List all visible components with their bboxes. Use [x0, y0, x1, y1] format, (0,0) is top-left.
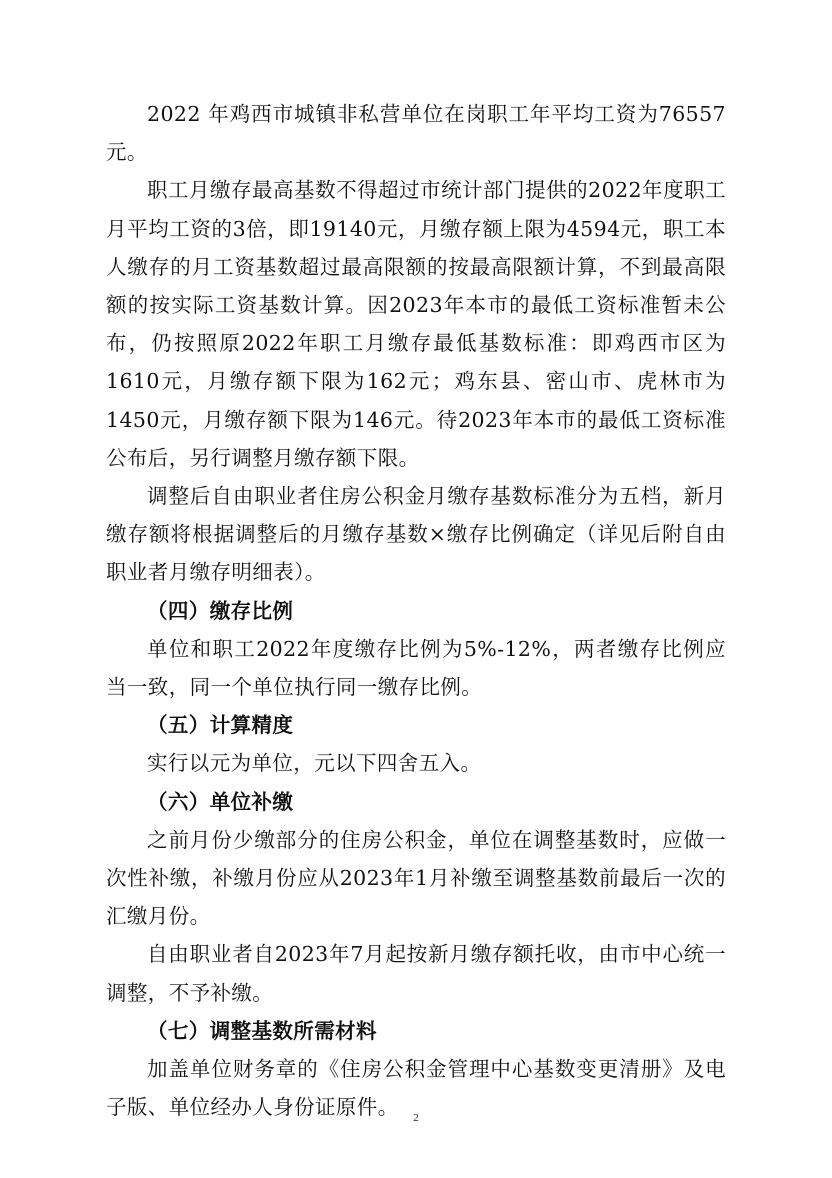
section-heading-calculation-precision: （五）计算精度 — [147, 713, 294, 738]
paragraph-average-wage: 2022 年鸡西市城镇非私营单位在岗职工年平均工资为76557元。 — [106, 102, 726, 165]
document-body — [106, 95, 726, 1126]
paragraph-contribution-ratio: 单位和职工2022年度缴存比例为5%-12%，两者缴存比例应当一致，同一个单位执行同一缴存比例。 — [106, 636, 726, 700]
section-heading-supplementary-payment: （六）单位补缴 — [147, 789, 294, 814]
paragraph-calculation-precision: 实行以元为单位，元以下四舍五入。 — [147, 751, 482, 776]
section-heading-required-materials: （七）调整基数所需材料 — [147, 1018, 377, 1043]
paragraph-freelancer-tiers: 调整后自由职业者住房公积金月缴存基数标准分为五档，新月缴存额将根据调整后的月缴存基数×缴存比例确定（详见后附自由职业者月缴存明细表）。 — [106, 484, 726, 585]
paragraph-max-base: 职工月缴存最高基数不得超过市统计部门提供的2022年度职工月平均工资的3倍，即19140元，月缴存额上限为4594元，职工本人缴存的月工资基数超过最高限额的按最高限额计算，不到最高限额的按实际工资基数计算。因2023年本市的最低工资标准暂未公布，仍按照原2022年职工月缴存最低基数标准：即鸡西市区为1610元，月缴存额下限为162元；鸡东县、密山市、虎林市为1450元，月缴存额下限为146元。待2023年本市的最低工资标准公布后，另行调整月缴存额下限。 — [106, 178, 726, 470]
page-number: 2 — [413, 1112, 419, 1124]
paragraph-supplementary-payment: 之前月份少缴部分的住房公积金，单位在调整基数时，应做一次性补缴，补缴月份应从2023年1月补缴至调整基数前最后一次的汇缴月份。 — [106, 827, 726, 929]
paragraph-freelancer-adjustment: 自由职业者自2023年7月起按新月缴存额托收，由市中心统一调整，不予补缴。 — [106, 942, 726, 1005]
section-heading-contribution-ratio: （四）缴存比例 — [147, 598, 294, 623]
paragraph-required-materials: 加盖单位财务章的《住房公积金管理中心基数变更清册》及电子版、单位经办人身份证原件。 — [106, 1057, 726, 1120]
